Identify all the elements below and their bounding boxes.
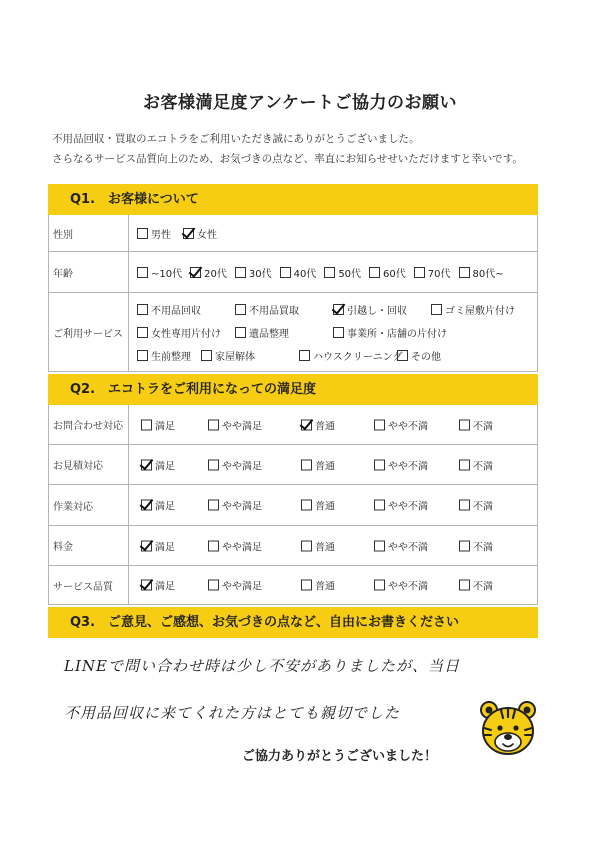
rating-row-label: 作業対応 <box>49 485 129 525</box>
rating-option-0[interactable] <box>141 457 175 472</box>
option-label: やや満足 <box>222 461 262 472</box>
checkbox[interactable] <box>431 304 442 315</box>
option-label: 不満 <box>473 461 493 472</box>
option-label: 30代 <box>248 268 272 280</box>
age-label: 年齢 <box>49 252 129 292</box>
gender-option-1[interactable] <box>183 226 217 241</box>
service-option-9[interactable] <box>299 348 403 363</box>
checkbox[interactable] <box>301 540 312 551</box>
rating-option-2[interactable] <box>301 457 335 472</box>
checkbox[interactable] <box>301 500 312 511</box>
checkbox[interactable] <box>280 267 291 278</box>
rating-row-label: お見積対応 <box>49 445 129 484</box>
rating-option-1[interactable] <box>208 457 262 472</box>
rating-row-label: お問合わせ対応 <box>49 405 129 444</box>
checkbox[interactable] <box>208 419 219 430</box>
checkbox[interactable] <box>324 267 335 278</box>
rating-option-0[interactable] <box>141 538 175 553</box>
service-option-5[interactable] <box>235 325 323 340</box>
rating-option-2[interactable] <box>301 498 335 513</box>
rating-options <box>141 566 537 604</box>
checkbox[interactable] <box>374 540 385 551</box>
option-label: 20代 <box>204 268 227 280</box>
rating-option-4[interactable] <box>459 578 493 593</box>
page-title: お客様満足度アンケートご協力のお願い <box>143 93 457 113</box>
rating-option-2[interactable] <box>301 417 335 432</box>
age-option-6[interactable] <box>414 265 451 280</box>
rating-option-0[interactable] <box>141 498 175 513</box>
q2-table <box>48 405 538 605</box>
age-option-2[interactable] <box>235 265 272 280</box>
age-option-5[interactable] <box>369 265 406 280</box>
service-option-8[interactable] <box>201 348 289 363</box>
option-label: 満足 <box>155 542 175 553</box>
rating-option-1[interactable] <box>208 417 262 432</box>
option-label: 不用品回収 <box>151 305 201 317</box>
option-label: 男性 <box>151 229 171 241</box>
q1-heading: Q1. お客様について <box>48 184 538 215</box>
rating-option-1[interactable] <box>208 498 262 513</box>
checkbox[interactable] <box>208 540 219 551</box>
rating-options <box>141 485 537 525</box>
checkbox[interactable] <box>208 500 219 511</box>
option-label: やや満足 <box>222 542 262 553</box>
rating-options <box>141 445 537 484</box>
rating-row <box>49 526 537 566</box>
service-option-1[interactable] <box>235 302 323 317</box>
intro-line-1: 不用品回収・買取のエコトラをご利用いただき誠にありがとうございました。 <box>52 133 420 145</box>
rating-option-3[interactable] <box>374 538 428 553</box>
thanks-message: ご協力ありがとうございました！ <box>242 749 438 764</box>
checkbox[interactable] <box>374 459 385 470</box>
checkbox[interactable] <box>397 350 408 361</box>
option-label: 満足 <box>155 501 175 513</box>
checkbox[interactable] <box>208 459 219 470</box>
option-label: やや満足 <box>222 501 262 513</box>
rating-option-3[interactable] <box>374 457 428 472</box>
rating-row <box>49 485 537 526</box>
checkbox[interactable] <box>459 500 470 511</box>
q1-table <box>48 215 538 372</box>
gender-label: 性別 <box>49 215 129 251</box>
service-option-2[interactable] <box>333 302 421 317</box>
checked-checkbox[interactable] <box>141 459 152 470</box>
checkbox[interactable] <box>137 350 148 361</box>
rating-option-3[interactable] <box>374 417 428 432</box>
option-label: 生前整理 <box>151 351 191 363</box>
rating-option-3[interactable] <box>374 498 428 513</box>
option-label: やや不満 <box>388 501 428 513</box>
comment-line-2: 不用品回収に来てくれた方はとても親切でした <box>64 704 401 722</box>
option-label: やや不満 <box>388 421 428 432</box>
option-label: 普通 <box>315 581 335 593</box>
rating-option-2[interactable] <box>301 538 335 553</box>
option-label: 満足 <box>155 461 175 472</box>
checkbox[interactable] <box>459 419 470 430</box>
rating-option-3[interactable] <box>374 578 428 593</box>
checkbox[interactable] <box>374 580 385 591</box>
checkbox[interactable] <box>374 419 385 430</box>
rating-option-0[interactable] <box>141 578 175 593</box>
checkbox[interactable] <box>414 267 425 278</box>
option-label: やや満足 <box>222 421 262 432</box>
age-option-4[interactable] <box>324 265 361 280</box>
services-options <box>137 293 533 371</box>
checkbox[interactable] <box>369 267 380 278</box>
rating-row <box>49 445 537 485</box>
option-label: ゴミ屋敷片付け <box>445 305 515 317</box>
option-label: 普通 <box>315 421 335 432</box>
option-label: 事業所・店舗の片付け <box>347 328 447 340</box>
option-label: ~10代 <box>151 268 183 280</box>
checkbox[interactable] <box>201 350 212 361</box>
age-row <box>49 252 537 293</box>
rating-options <box>141 526 537 565</box>
rating-row-label: 料金 <box>49 526 129 565</box>
rating-option-1[interactable] <box>208 578 262 593</box>
option-label: 家屋解体 <box>215 351 255 363</box>
service-option-0[interactable] <box>137 302 225 317</box>
checkbox[interactable] <box>137 267 148 278</box>
option-label: 引越し・回収 <box>347 305 407 317</box>
checkbox[interactable] <box>374 500 385 511</box>
rating-option-4[interactable] <box>459 457 493 472</box>
checkbox[interactable] <box>459 459 470 470</box>
option-label: 不満 <box>473 501 493 513</box>
gender-row <box>49 215 537 252</box>
option-label: 不用品買取 <box>249 305 299 317</box>
checkbox[interactable] <box>137 228 148 239</box>
option-label: 女性専用片付け <box>151 328 221 340</box>
rating-option-0[interactable] <box>141 417 175 432</box>
checked-checkbox[interactable] <box>141 500 152 511</box>
service-option-4[interactable] <box>137 325 225 340</box>
intro-line-2: さらなるサービス品質向上のため、お気づきの点など、率直にお知らせせいただけますと幸いです。 <box>52 153 523 165</box>
option-label: 普通 <box>315 542 335 553</box>
rating-option-4[interactable] <box>459 498 493 513</box>
services-row <box>49 293 537 372</box>
checkbox[interactable] <box>137 327 148 338</box>
rating-row <box>49 405 537 445</box>
checked-checkbox[interactable] <box>190 267 201 278</box>
service-option-10[interactable] <box>397 348 485 363</box>
checked-checkbox[interactable] <box>333 304 344 315</box>
gender-options <box>137 215 533 251</box>
q3-heading: Q3. ご意見、ご感想、お気づきの点など、自由にお書きください <box>48 607 538 638</box>
checkbox[interactable] <box>299 350 310 361</box>
option-label: 不満 <box>473 421 493 432</box>
option-label: 70代 <box>427 268 451 280</box>
option-label: その他 <box>411 351 441 363</box>
q2-heading: Q2. エコトラをご利用になっての満足度 <box>48 374 538 405</box>
option-label: 普通 <box>315 461 335 472</box>
option-label: やや不満 <box>388 581 428 593</box>
checked-checkbox[interactable] <box>301 419 312 430</box>
rating-row-label: サービス品質 <box>49 566 129 604</box>
rating-option-4[interactable] <box>459 538 493 553</box>
age-options <box>137 252 533 292</box>
checkbox[interactable] <box>137 304 148 315</box>
option-label: 80代~ <box>472 268 504 280</box>
option-label: 女性 <box>197 229 217 241</box>
rating-option-4[interactable] <box>459 417 493 432</box>
rating-row <box>49 566 537 605</box>
option-label: 満足 <box>155 581 175 593</box>
option-label: やや不満 <box>388 542 428 553</box>
checkbox[interactable] <box>459 267 470 278</box>
option-label: ハウスクリーニング <box>313 351 403 363</box>
service-option-6[interactable] <box>333 325 473 340</box>
checkbox[interactable] <box>235 327 246 338</box>
option-label: 遺品整理 <box>249 328 289 340</box>
option-label: 普通 <box>315 501 335 513</box>
checkbox[interactable] <box>301 580 312 591</box>
service-option-3[interactable] <box>431 302 515 317</box>
rating-option-2[interactable] <box>301 578 335 593</box>
option-label: 50代 <box>338 268 362 280</box>
age-option-1[interactable] <box>190 265 227 280</box>
option-label: 満足 <box>155 421 175 432</box>
tiger-mascot-icon <box>477 698 539 760</box>
services-label: ご利用サービス <box>49 293 129 371</box>
checkbox[interactable] <box>235 267 246 278</box>
rating-options <box>141 405 537 444</box>
age-option-3[interactable] <box>280 265 317 280</box>
option-label: 40代 <box>293 268 317 280</box>
option-label: 不満 <box>473 542 493 553</box>
checkbox[interactable] <box>141 419 152 430</box>
checked-checkbox[interactable] <box>141 540 152 551</box>
option-label: やや不満 <box>388 461 428 472</box>
service-option-7[interactable] <box>137 348 191 363</box>
gender-option-0[interactable] <box>137 226 171 241</box>
checkbox[interactable] <box>333 327 344 338</box>
rating-option-1[interactable] <box>208 538 262 553</box>
checkbox[interactable] <box>459 540 470 551</box>
checkbox[interactable] <box>235 304 246 315</box>
checkbox[interactable] <box>459 580 470 591</box>
checked-checkbox[interactable] <box>141 580 152 591</box>
checked-checkbox[interactable] <box>183 228 194 239</box>
option-label: 60代 <box>383 268 406 280</box>
option-label: やや満足 <box>222 581 262 593</box>
comment-line-1: LINEで問い合わせ時は少し不安がありましたが、当日 <box>64 657 460 675</box>
option-label: 不満 <box>473 581 493 593</box>
checkbox[interactable] <box>301 459 312 470</box>
age-option-0[interactable] <box>137 265 182 280</box>
age-option-7[interactable] <box>459 265 504 280</box>
checkbox[interactable] <box>208 580 219 591</box>
